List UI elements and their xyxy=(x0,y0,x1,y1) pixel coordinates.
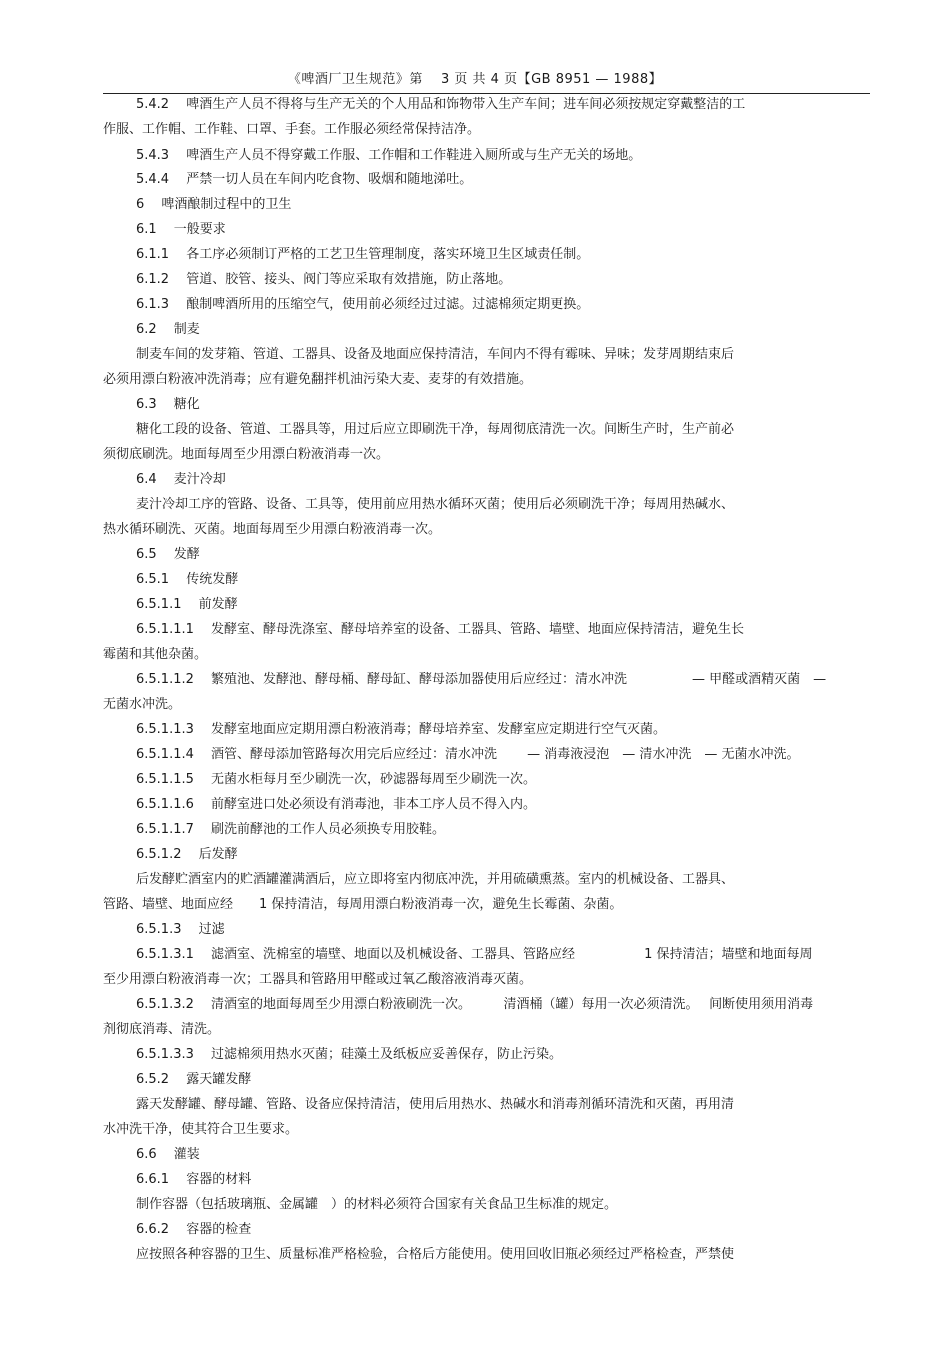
text-line: 6.5.1.1.4 酒管、酵母添加管路每次用完后应经过：清水冲洗 — 消毒液浸泡 — 清水冲洗 — 无菌水冲洗。 xyxy=(136,747,800,762)
text-line: 6.5.1.1 前发酵 xyxy=(136,597,238,612)
text-line: 麦汁冷却工序的管路、设备、工具等，使用前应用热水循环灭菌；使用后必须刷洗干净；每周用热碱水、 xyxy=(136,497,735,512)
text-line: 5.4.3 啤酒生产人员不得穿戴工作服、工作帽和工作鞋进入厕所或与生产无关的场地。 xyxy=(136,148,642,163)
text-line: 作服、工作帽、工作鞋、口罩、手套。工作服必须经常保持洁净。 xyxy=(103,122,481,137)
text-line: 6.5.1.2 后发酵 xyxy=(136,847,238,862)
text-line: 无菌水冲洗。 xyxy=(103,697,182,712)
text-line: 6.4 麦汁冷却 xyxy=(136,472,226,487)
text-line: 糖化工段的设备、管道、工器具等，用过后应立即刷洗干净，每周彻底清洗一次。间断生产时，生产前必 xyxy=(136,422,735,437)
page-header: 《啤酒厂卫生规范》第 3 页 共 4 页【GB 8951 — 1988】 xyxy=(287,72,663,87)
text-line: 5.4.4 严禁一切人员在车间内吃食物、吸烟和随地涕吐。 xyxy=(136,172,473,187)
text-line: 6.6.2 容器的检查 xyxy=(136,1222,252,1237)
text-line: 6.5.1.1.1 发酵室、酵母洗涤室、酵母培养室的设备、工器具、管路、墙壁、地面应保持清洁，避免生长 xyxy=(136,622,745,637)
text-line: 6.5.1.1.3 发酵室地面应定期用漂白粉液消毒；酵母培养室、发酵室应定期进行空气灭菌。 xyxy=(136,722,667,737)
text-line: 5.4.2 啤酒生产人员不得将与生产无关的个人用品和饰物带入生产车间；进车间必须按规定穿戴整洁的工 xyxy=(136,97,746,112)
text-line: 露天发酵罐、酵母罐、管路、设备应保持清洁，使用后用热水、热碱水和消毒剂循环清洗和灭菌，再用清 xyxy=(136,1097,735,1112)
text-line: 6.5 发酵 xyxy=(136,547,200,562)
text-line: 6.5.1 传统发酵 xyxy=(136,572,239,587)
header-rule xyxy=(103,93,870,94)
text-line: 至少用漂白粉液消毒一次；工器具和管路用甲醛或过氧乙酸溶液消毒灭菌。 xyxy=(103,972,533,987)
text-line: 6.6.1 容器的材料 xyxy=(136,1172,252,1187)
text-line: 6.5.1.1.6 前酵室进口处必须设有消毒池，非本工序人员不得入内。 xyxy=(136,797,537,812)
text-line: 应按照各种容器的卫生、质量标准严格检验，合格后方能使用。使用回收旧瓶必须经过严格检查，严禁使 xyxy=(136,1247,735,1262)
text-line: 6.5.1.3.1 滤酒室、洗棉室的墙壁、地面以及机械设备、工器具、管路应经 1 保持清洁；墙壁和地面每周 xyxy=(136,947,813,962)
text-line: 6.1.2 管道、胶管、接头、阀门等应采取有效措施，防止落地。 xyxy=(136,272,512,287)
text-line: 6.6 灌装 xyxy=(136,1147,200,1162)
text-line: 制麦车间的发芽箱、管道、工器具、设备及地面应保持清洁，车间内不得有霉味、异味；发芽周期结束后 xyxy=(136,347,735,362)
text-line: 水冲洗干净，使其符合卫生要求。 xyxy=(103,1122,299,1137)
text-line: 剂彻底消毒、清洗。 xyxy=(103,1022,221,1037)
text-line: 6 啤酒酿制过程中的卫生 xyxy=(136,197,292,212)
text-line: 后发酵贮酒室内的贮酒罐灌满酒后，应立即将室内彻底冲洗，并用硫磺熏蒸。室内的机械设备、工器具、 xyxy=(136,872,735,887)
text-line: 制作容器（包括玻璃瓶、金属罐 ）的材料必须符合国家有关食品卫生标准的规定。 xyxy=(136,1197,618,1212)
text-line: 管路、墙壁、地面应经 1 保持清洁，每周用漂白粉液消毒一次，避免生长霉菌、杂菌。 xyxy=(103,897,623,912)
text-line: 6.1.3 酿制啤酒所用的压缩空气，使用前必须经过过滤。过滤棉须定期更换。 xyxy=(136,297,590,312)
text-line: 必须用漂白粉液冲洗消毒；应有避免翻拌机油污染大麦、麦芽的有效措施。 xyxy=(103,372,533,387)
text-line: 6.3 糖化 xyxy=(136,397,200,412)
text-line: 6.5.1.1.5 无菌水柜每月至少刷洗一次，砂滤器每周至少刷洗一次。 xyxy=(136,772,537,787)
text-line: 须彻底刷洗。地面每周至少用漂白粉液消毒一次。 xyxy=(103,447,390,462)
text-line: 6.5.1.1.2 繁殖池、发酵池、酵母桶、酵母缸、酵母添加器使用后应经过：清水冲洗 — 甲醛或酒精灭菌 — xyxy=(136,672,827,687)
text-line: 6.5.1.3.2 清酒室的地面每周至少用漂白粉液刷洗一次。 清酒桶（罐）每用一次必须清洗。 间断使用须用消毒 xyxy=(136,997,814,1012)
text-line: 6.5.1.3.3 过滤棉须用热水灭菌；硅藻土及纸板应妥善保存，防止污染。 xyxy=(136,1047,563,1062)
text-line: 6.1.1 各工序必须制订严格的工艺卫生管理制度，落实环境卫生区域责任制。 xyxy=(136,247,590,262)
text-line: 热水循环刷洗、灭菌。地面每周至少用漂白粉液消毒一次。 xyxy=(103,522,442,537)
text-line: 霉菌和其他杂菌。 xyxy=(103,647,208,662)
text-line: 6.5.1.1.7 刷洗前酵池的工作人员必须换专用胶鞋。 xyxy=(136,822,446,837)
text-line: 6.1 一般要求 xyxy=(136,222,226,237)
text-line: 6.2 制麦 xyxy=(136,322,200,337)
text-line: 6.5.2 露天罐发酵 xyxy=(136,1072,252,1087)
text-line: 6.5.1.3 过滤 xyxy=(136,922,225,937)
